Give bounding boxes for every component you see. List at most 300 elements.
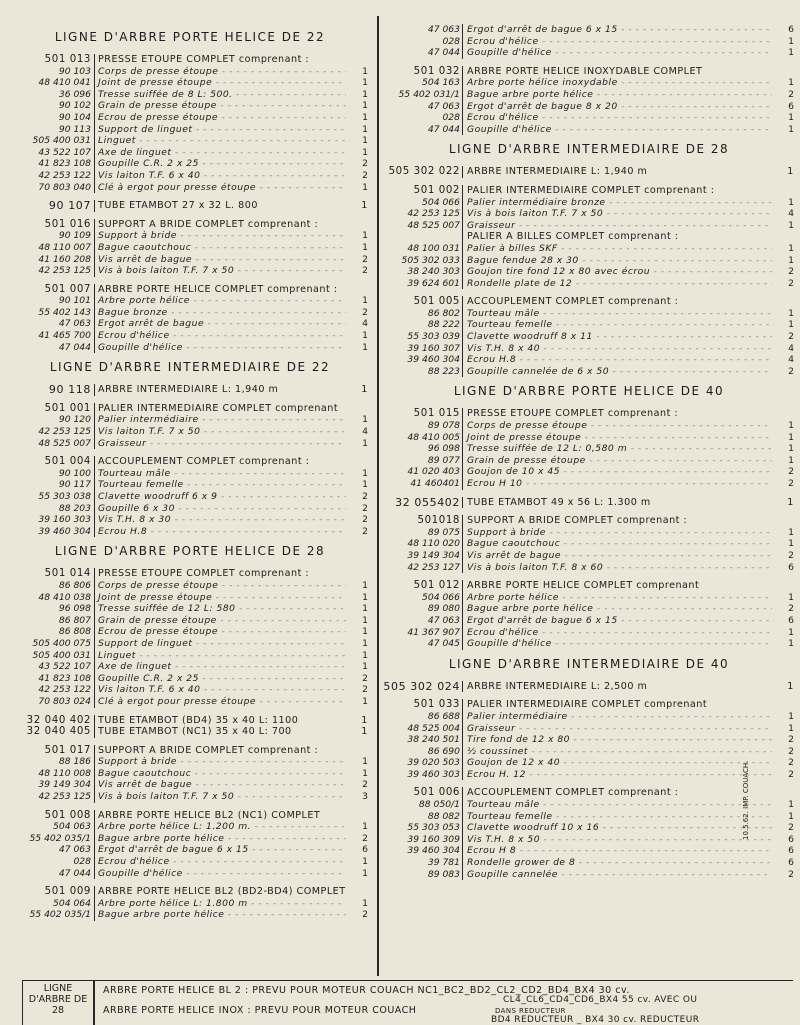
part-row (382, 857, 796, 869)
part-quantity: 3 (362, 791, 368, 803)
part-description: Palier intermédiaire - - - (96, 414, 346, 426)
part-description: ACCOUPLEMENT COMPLET comprenant : (98, 456, 310, 468)
part-row (10, 330, 370, 342)
part-description: TUBE ETAMBOT (NC1) 35 x 40 L: 700 (98, 726, 292, 738)
box-note-1: CL4_CL6_CD4_CD6_BX4 55 cv. AVEC OU (503, 995, 698, 1005)
part-quantity: 2 (362, 684, 368, 696)
part-quantity: 1 (362, 614, 368, 626)
part-description: Clé à ergot pour presse étoupe - - - (96, 696, 346, 708)
code-divider (94, 403, 95, 449)
part-number: 32 040 405 (26, 726, 91, 738)
part-quantity: 1 (361, 200, 368, 212)
part-number: 39 149 304 (407, 549, 460, 561)
box-label: LIGNE D'ARBRE DE 28 (28, 983, 88, 1016)
part-row (382, 811, 796, 823)
part-number: 501 006 (413, 787, 460, 799)
part-number: 505 400 031 (32, 135, 91, 147)
part-row (10, 791, 370, 803)
part-row (10, 265, 370, 277)
box-line-bl2: ARBRE PORTE HELICE BL 2 : PREVU POUR MOTEUR COUACH NC1_BC2_BD2_CL2_CD2_BD4_BX4 30 cv. (103, 985, 630, 996)
part-number: 90 120 (58, 414, 91, 426)
part-description: Vis arrêt de bague - - - (96, 254, 346, 266)
part-row (10, 414, 370, 426)
part-description: Rondelle plate de 12 - - - (465, 278, 772, 290)
part-description: Vis T.H. 8 x 50 - - - (465, 834, 772, 846)
part-description: Goupille cannelée de 6 x 50 - - - (465, 366, 772, 378)
part-number: 86 807 (58, 614, 91, 626)
part-number: 47 045 (427, 638, 460, 650)
part-number: 88 223 (427, 365, 460, 377)
part-quantity: 1 (362, 181, 368, 193)
parts-group (382, 787, 796, 880)
code-divider (94, 810, 95, 880)
part-quantity: 1 (362, 111, 368, 123)
assembly-row (382, 166, 796, 178)
part-number: 47 063 (427, 100, 460, 112)
part-quantity: 2 (362, 265, 368, 277)
part-quantity: 6 (362, 844, 368, 856)
part-number: 88 050/1 (418, 799, 460, 811)
part-number: 41 020 403 (407, 466, 460, 478)
part-description: Bague caoutchouc - - - (96, 242, 346, 254)
part-number: 32 055402 (395, 495, 460, 509)
part-row (10, 615, 370, 627)
part-row (382, 834, 796, 846)
section-title: LIGNE D'ARBRE INTERMEDIAIRE DE 28 (448, 142, 730, 157)
part-number: 70 803 040 (38, 181, 91, 193)
part-number: 90 101 (58, 295, 91, 307)
part-quantity: 6 (788, 614, 794, 626)
part-number: 90 103 (58, 65, 91, 77)
part-number: 501 008 (44, 809, 91, 821)
part-row (382, 319, 796, 331)
part-row (10, 626, 370, 638)
part-number: 501 007 (44, 283, 91, 295)
part-description: Ecrou d'hélice - - - (465, 627, 772, 639)
code-divider (94, 745, 95, 803)
part-quantity: 1 (788, 47, 794, 59)
part-description: ARBRE PORTE HELICE BL2 (BD2-BD4) COMPLET (98, 886, 346, 898)
part-number: 501 033 (413, 699, 460, 711)
part-quantity: 1 (362, 649, 368, 661)
part-description: Palier intermédiaire bronze - - - (465, 197, 772, 209)
part-quantity: 1 (788, 219, 794, 231)
part-number: 39 781 (427, 857, 460, 869)
part-number: 47 063 (58, 318, 91, 330)
part-number: 42 253 125 (38, 791, 91, 803)
part-description: Ecrou H 10 - - - (465, 478, 772, 490)
part-number: 89 080 (427, 603, 460, 615)
part-number: 55 303 039 (407, 331, 460, 343)
part-quantity: 1 (788, 443, 794, 455)
part-number: 39 149 304 (38, 779, 91, 791)
part-number: 42 253 122 (38, 684, 91, 696)
part-description: TUBE ETAMBOT 27 x 32 L. 800 (98, 200, 258, 212)
assembly-row (10, 745, 370, 757)
part-description: Support de linguet - - - (96, 124, 346, 136)
part-row (10, 661, 370, 673)
assembly-row (382, 231, 796, 243)
part-number: 39 160 309 (407, 833, 460, 845)
part-description: Corps de presse étoupe - - - (96, 580, 346, 592)
part-row (382, 366, 796, 378)
part-description: Graisseur - - - (465, 723, 772, 735)
part-quantity: 1 (362, 437, 368, 449)
part-description: ARBRE INTERMEDIAIRE L: 1,940 m (98, 384, 279, 396)
part-description: Axe de linguet - - - (96, 147, 346, 159)
part-quantity: 2 (788, 277, 794, 289)
part-quantity: 2 (788, 478, 794, 489)
part-number: 96 098 (58, 603, 91, 615)
part-row (382, 432, 796, 444)
part-number: 39 460 304 (407, 354, 460, 366)
code-divider (462, 681, 463, 693)
part-row (10, 844, 370, 856)
part-description: Bague arbre porte hélice - - - (96, 909, 346, 921)
part-number: 88 186 (58, 756, 91, 768)
part-row (382, 455, 796, 467)
assembly-row (10, 810, 370, 822)
part-number: 70 803 024 (38, 695, 91, 707)
part-description: Goupille cannelée - - - (465, 869, 772, 881)
part-description: Support à bride - - - (465, 527, 772, 539)
part-number: 39 460 304 (38, 525, 91, 537)
part-description: Tourteau mâle - - - (465, 799, 772, 811)
part-quantity: 2 (362, 514, 368, 526)
part-row (382, 603, 796, 615)
part-row (382, 711, 796, 723)
part-row (382, 592, 796, 604)
part-description: Bague caoutchouc - - - (96, 768, 346, 780)
assembly-row (382, 580, 796, 592)
part-description: Ecrou de presse étoupe - - - (96, 112, 346, 124)
part-quantity: 2 (362, 525, 368, 537)
part-number: 501 009 (44, 886, 91, 898)
part-row (10, 898, 370, 910)
parts-group (10, 715, 370, 738)
part-number: 88 222 (427, 319, 460, 331)
part-quantity: 1 (787, 496, 794, 508)
part-quantity: 1 (362, 467, 368, 479)
part-description: Vis laiton T.F. 7 x 50 - - - (96, 426, 346, 438)
parts-group (10, 886, 370, 921)
parts-group (382, 185, 796, 289)
part-description: Arbre porte hélice - - - (96, 295, 346, 307)
assembly-row (382, 515, 796, 527)
part-quantity: 2 (788, 88, 794, 100)
part-description: Bague bronze - - - (96, 307, 346, 319)
part-description: ACCOUPLEMENT COMPLET comprenant : (467, 296, 679, 308)
part-number: 501 001 (44, 402, 91, 414)
part-description: Goupille d'hélice - - - (465, 124, 772, 136)
part-quantity: 1 (362, 637, 368, 649)
part-number: 39 460 304 (407, 845, 460, 857)
part-quantity: 2 (362, 158, 368, 170)
part-row (10, 479, 370, 491)
right-column (382, 24, 796, 887)
part-quantity: 6 (788, 100, 794, 112)
part-description: Graisseur - - - (96, 438, 346, 450)
part-number: 90 104 (58, 111, 91, 123)
part-row (382, 420, 796, 432)
part-row (10, 603, 370, 615)
part-number: 501 032 (413, 65, 460, 77)
part-row (10, 295, 370, 307)
part-quantity: 1 (362, 241, 368, 253)
part-quantity: 2 (362, 306, 368, 318)
part-description: ARBRE INTERMEDIAIRE L: 1,940 m (467, 166, 648, 178)
part-quantity: 1 (361, 384, 368, 396)
part-quantity: 1 (788, 526, 794, 538)
part-description: Support à bride - - - (96, 756, 346, 768)
part-quantity: 2 (362, 672, 368, 684)
part-description: Arbre porte hélice - - - (465, 592, 772, 604)
assembly-row (382, 681, 796, 693)
part-description: Goupille d'hélice - - - (96, 342, 346, 354)
parts-group (10, 568, 370, 707)
part-number: 39 460 303 (407, 768, 460, 780)
part-quantity: 1 (362, 867, 368, 879)
part-quantity: 2 (362, 169, 368, 181)
part-description: TUBE ETAMBOT 49 x 56 L: 1.300 m (467, 496, 651, 508)
part-description: Linguet - - - (96, 135, 346, 147)
part-quantity: 2 (362, 253, 368, 265)
part-description: Ergot d'arrêt de bague 6 x 15 - - - (465, 615, 772, 627)
part-quantity: 1 (788, 710, 794, 722)
part-description: PRESSE ETOUPE COMPLET comprenant : (98, 568, 310, 580)
part-row (10, 318, 370, 330)
part-description: Vis arrêt de bague - - - (465, 550, 772, 562)
part-description: Vis T.H. 8 x 30 - - - (96, 514, 346, 526)
part-row (382, 757, 796, 769)
part-row (382, 734, 796, 746)
code-divider (462, 497, 463, 509)
part-number: 41 823 108 (38, 672, 91, 684)
part-number: 90 113 (58, 123, 91, 135)
part-number: 48 410 038 (38, 591, 91, 603)
part-description: Ergot d'arrêt de bague 6 x 15 - - - (96, 844, 346, 856)
part-number: 47 063 (427, 614, 460, 626)
part-row (10, 158, 370, 170)
part-number: 505 400 075 (32, 637, 91, 649)
part-quantity: 1 (362, 767, 368, 779)
part-number: 43 522 107 (38, 146, 91, 158)
part-description: Support à bride - - - (96, 230, 346, 242)
part-number: 90 118 (48, 383, 91, 397)
part-description: PALIER A BILLES COMPLET comprenant : (467, 231, 679, 243)
part-row (382, 550, 796, 562)
part-number: 89 078 (427, 420, 460, 432)
part-row (10, 909, 370, 921)
part-row (10, 650, 370, 662)
part-row (10, 135, 370, 147)
part-number: 42 253 122 (38, 169, 91, 181)
part-number: 55 402 143 (38, 306, 91, 318)
part-quantity: 1 (788, 591, 794, 603)
part-quantity: 6 (788, 24, 794, 35)
code-divider (94, 715, 95, 738)
part-number: 505 302 022 (388, 166, 460, 178)
part-quantity: 1 (788, 722, 794, 734)
part-row (10, 768, 370, 780)
part-quantity: 1 (362, 123, 368, 135)
part-quantity: 2 (788, 868, 794, 880)
part-row (382, 220, 796, 232)
part-number: 41 460401 (410, 478, 460, 489)
parts-group (382, 166, 796, 178)
part-row (382, 799, 796, 811)
part-number: 36 096 (58, 88, 91, 100)
part-quantity: 1 (788, 319, 794, 331)
part-row (10, 182, 370, 194)
part-number: 96 098 (427, 443, 460, 455)
part-quantity: 1 (362, 341, 368, 353)
part-row (10, 147, 370, 159)
part-row (382, 527, 796, 539)
part-quantity: 1 (788, 810, 794, 822)
part-row (382, 869, 796, 881)
assembly-row (10, 284, 370, 296)
part-number: 48 100 031 (407, 242, 460, 254)
part-description: Bague arbre porte hélice - - - (465, 89, 772, 101)
part-row (10, 821, 370, 833)
part-description: Ecrou H. 12 - - - (465, 769, 772, 781)
part-number: 47 044 (58, 341, 91, 353)
part-quantity: 2 (788, 331, 794, 343)
part-description: Clavette woodruff 10 x 16 - - - (465, 822, 772, 834)
part-description: Goupille 6 x 30 - - - (96, 503, 346, 515)
part-description: Corps de presse étoupe - - - (465, 420, 772, 432)
part-quantity: 2 (788, 745, 794, 757)
parts-group (382, 699, 796, 780)
parts-group (10, 284, 370, 354)
part-description: Tourteau femelle - - - (465, 319, 772, 331)
part-description: Clavette woodruff 8 x 11 - - - (465, 331, 772, 343)
part-number: 88 203 (58, 502, 91, 514)
part-number: 39 160 307 (407, 342, 460, 354)
part-row (382, 723, 796, 735)
part-quantity: 4 (362, 426, 368, 438)
part-quantity: 1 (788, 799, 794, 811)
part-description: Ecrou H.8 - - - (96, 526, 346, 538)
part-number: 39 160 303 (38, 514, 91, 526)
printer-imprint: 10.5.62. IMP. COUACH. (742, 760, 750, 840)
part-number: 89 077 (427, 454, 460, 466)
part-number: 48 410 041 (38, 77, 91, 89)
part-description: Bague arbre porte hélice - - - (465, 603, 772, 615)
part-description: Goujon de 12 x 40 - - - (465, 757, 772, 769)
part-number: 55 402 031/1 (398, 88, 460, 100)
part-number: 90 117 (58, 479, 91, 491)
part-row (10, 254, 370, 266)
engine-compat-box (22, 980, 793, 1025)
part-row (10, 491, 370, 503)
box-note-3: BD4 REDUCTEUR _ BX4 30 cv. REDUCTEUR (491, 1015, 700, 1025)
part-description: Ecrou H 8 - - - (465, 845, 772, 857)
part-description: Vis à bois laiton T.F. 8 x 60 - - - (465, 562, 772, 574)
part-number: 42 253 127 (407, 561, 460, 573)
part-row (382, 627, 796, 639)
part-quantity: 6 (788, 561, 794, 573)
part-row (10, 342, 370, 354)
part-quantity: 1 (788, 454, 794, 466)
part-description: Vis laiton T.F. 6 x 40 - - - (96, 684, 346, 696)
part-number: 42 253 125 (38, 426, 91, 438)
part-number: 86 688 (427, 710, 460, 722)
part-row (382, 124, 796, 136)
part-number: 48 410 005 (407, 431, 460, 443)
box-line-inox: ARBRE PORTE HELICE INOX : PREVU POUR MOTEUR COUACH (103, 1005, 417, 1016)
assembly-row (382, 497, 796, 509)
part-row (382, 47, 796, 59)
part-row (382, 24, 796, 36)
part-description: Tresse suiffée de 8 L: 500. - - - (96, 89, 346, 101)
part-number: 90 100 (58, 467, 91, 479)
part-number: 028 (442, 112, 460, 124)
part-quantity: 1 (788, 123, 794, 135)
part-quantity: 1 (362, 88, 368, 100)
part-description: Clé à ergot pour presse étoupe - - - (96, 182, 346, 194)
part-row (382, 845, 796, 857)
part-description: TUBE ETAMBOT (BD4) 35 x 40 L: 1100 (98, 714, 299, 726)
part-quantity: 1 (362, 856, 368, 868)
part-number: 90 107 (48, 199, 91, 213)
box-note-2: DANS REDUCTEUR (495, 1007, 566, 1015)
part-row (10, 779, 370, 791)
part-quantity: 4 (788, 354, 794, 366)
part-quantity: 1 (362, 135, 368, 147)
part-quantity: 4 (362, 318, 368, 330)
part-number: 88 082 (427, 810, 460, 822)
part-description: Support de linguet - - - (96, 638, 346, 650)
part-number: 38 240 501 (407, 734, 460, 746)
part-row (10, 100, 370, 112)
part-number: 86 806 (58, 579, 91, 591)
part-number: 501 005 (413, 296, 460, 308)
parts-group (382, 408, 796, 489)
part-description: Ecrou d'hélice - - - (96, 856, 346, 868)
part-quantity: 1 (788, 307, 794, 319)
part-row (10, 230, 370, 242)
assembly-row (10, 886, 370, 898)
part-description: Palier intermédiaire - - - (465, 711, 772, 723)
section-title: LIGNE D'ARBRE PORTE HELICE DE 22 (54, 30, 326, 44)
part-description: Tourteau femelle - - - (465, 811, 772, 823)
code-divider (94, 54, 95, 193)
part-row (382, 89, 796, 101)
part-description: Goupille C.R. 2 x 25 - - - (96, 158, 346, 170)
part-description: Vis à bois laiton T.F. 7 x 50 - - - (465, 208, 772, 220)
assembly-row (382, 66, 796, 78)
part-quantity: 2 (362, 502, 368, 514)
parts-group (10, 384, 370, 396)
part-description: Tresse suiffée de 12 L: 0,580 m - - - (465, 443, 772, 455)
part-quantity: 6 (788, 845, 794, 857)
part-number: 41 465 700 (38, 330, 91, 342)
part-row (10, 503, 370, 515)
part-number: 501018 (417, 515, 460, 527)
part-description: Goujon de 10 x 45 - - - (465, 466, 772, 478)
part-number: 55 402 035/1 (29, 909, 91, 921)
part-description: Corps de presse étoupe - - - (96, 66, 346, 78)
code-divider (462, 166, 463, 178)
part-description: Graisseur - - - (465, 220, 772, 232)
part-quantity: 1 (362, 579, 368, 591)
parts-group (10, 456, 370, 537)
code-divider (462, 699, 463, 780)
section-title: LIGNE D'ARBRE INTERMEDIAIRE DE 40 (448, 656, 730, 671)
part-row (382, 769, 796, 781)
